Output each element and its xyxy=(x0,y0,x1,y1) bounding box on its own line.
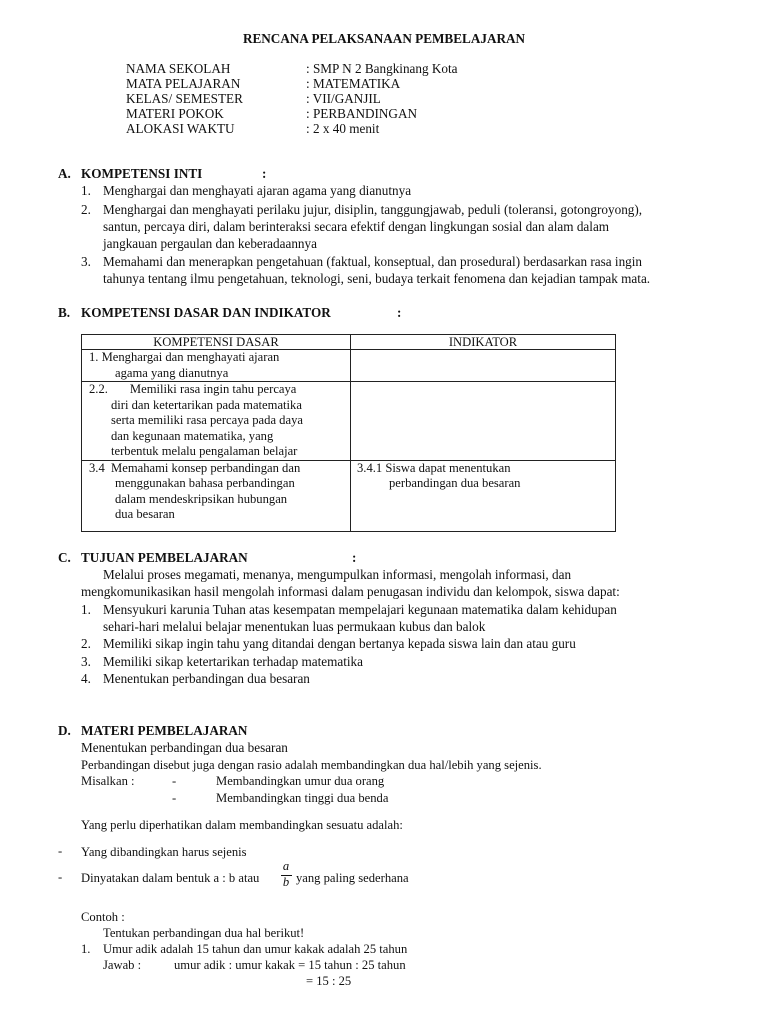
rule-text-after: yang paling sederhana xyxy=(296,871,409,885)
section-a-colon: : xyxy=(262,166,267,181)
section-a-item-line: jangkauan pergaulan dan keberadaannya xyxy=(103,236,317,251)
fraction-numerator: a xyxy=(282,859,290,873)
info-value-time: : 2 x 40 menit xyxy=(306,121,380,136)
kd-line: 3.4 Memahami konsep perbandingan dan xyxy=(89,460,301,475)
table-header-kd: KOMPETENSI DASAR xyxy=(82,335,351,350)
rule-dash: - xyxy=(58,870,63,884)
section-b-heading: KOMPETENSI DASAR DAN INDIKATOR xyxy=(81,305,331,320)
kd-line: dan kegunaan matematika, yang xyxy=(111,428,274,443)
fraction-denominator: b xyxy=(282,875,290,889)
section-a-item-line: tahunya tentang ilmu pengetahuan, teknologi, seni, budaya terkait fenomena dan kejadian tampak mata. xyxy=(103,271,651,286)
info-label-class: KELAS/ SEMESTER xyxy=(126,91,243,106)
kd-line: dalam mendeskripsikan hubungan xyxy=(115,491,288,506)
section-a-item-num: 2. xyxy=(81,202,91,217)
section-d-letter: D. xyxy=(58,723,71,738)
table-cell-indicator xyxy=(351,382,616,461)
example-num: 1. xyxy=(81,942,91,956)
example-text: Umur adik adalah 15 tahun dan umur kakak adalah 25 tahun xyxy=(103,942,408,956)
section-c-item-line: Memiliki sikap ketertarikan terhadap matematika xyxy=(103,654,363,669)
info-value-topic: : PERBANDINGAN xyxy=(306,106,417,121)
info-label-school: NAMA SEKOLAH xyxy=(126,61,231,76)
info-value-class: : VII/GANJIL xyxy=(306,91,381,106)
section-c-item-num: 4. xyxy=(81,671,91,686)
section-a-heading: KOMPETENSI INTI xyxy=(81,166,203,181)
document-title: RENCANA PELAKSANAAN PEMBELAJARAN xyxy=(242,31,526,46)
section-b-letter: B. xyxy=(58,305,71,320)
kd-line: agama yang dianutnya xyxy=(115,365,229,380)
section-c-intro-line: mengkomunikasikan hasil mengolah informasi dalam penugasan individu dan kelompok, siswa dapat: xyxy=(81,584,620,599)
section-c-item-line: Mensyukuri karunia Tuhan atas kesempatan mempelajari kegunaan matematika dalam kehidupan xyxy=(103,602,617,617)
jawab-label: Jawab : xyxy=(103,958,142,972)
kd-line: 1. Menghargai dan menghayati ajaran xyxy=(89,350,280,364)
section-a-item-num: 1. xyxy=(81,183,91,198)
table-row xyxy=(82,382,616,461)
table-cell-kd xyxy=(82,382,351,461)
info-label-time: ALOKASI WAKTU xyxy=(126,121,235,136)
jawab-line: = 15 : 25 xyxy=(306,974,352,988)
section-c-colon: : xyxy=(352,550,357,565)
section-a-item-line: santun, percaya diri, dalam berinteraksi secara efektif dengan lingkungan sosial dan alam dalam xyxy=(103,219,610,234)
kd-line: dua besaran xyxy=(115,507,175,521)
misal-label: Misalkan : xyxy=(81,774,135,788)
rule-text: Yang dibandingkan harus sejenis xyxy=(81,845,247,859)
section-c-item-line: Memiliki sikap ingin tahu yang ditandai dengan bertanya kepada siswa lain dan atau guru xyxy=(103,636,576,651)
info-label-topic: MATERI POKOK xyxy=(126,106,224,121)
section-c-item-num: 1. xyxy=(81,602,91,617)
contoh-intro: Tentukan perbandingan dua hal berikut! xyxy=(103,926,305,940)
kd-line: menggunakan bahasa perbandingan xyxy=(115,476,295,490)
table-cell-kd xyxy=(82,460,351,532)
info-value-school: : SMP N 2 Bangkinang Kota xyxy=(306,61,458,76)
misal-item: Membandingkan tinggi dua benda xyxy=(216,791,389,805)
section-c-item-num: 2. xyxy=(81,636,91,651)
kd-line: terbentuk melalu pengalaman belajar xyxy=(111,444,298,458)
table-header-row xyxy=(82,335,616,350)
section-a-item-line: Memahami dan menerapkan pengetahuan (faktual, konseptual, dan prosedural) berdasarkan rasa ingin xyxy=(103,254,643,269)
section-c-item-line: Menentukan perbandingan dua besaran xyxy=(103,671,310,686)
section-c-letter: C. xyxy=(58,550,71,565)
table-cell-kd xyxy=(82,350,351,382)
section-c-intro-line: Melalui proses megamati, menanya, mengumpulkan informasi, mengolah informasi, dan xyxy=(103,567,572,582)
kd-line: diri dan ketertarikan pada matematika xyxy=(111,397,302,412)
table-cell-indicator xyxy=(351,460,616,532)
rule-dash: - xyxy=(58,844,63,858)
section-b-colon: : xyxy=(397,305,402,320)
kd-line: serta memiliki rasa percaya pada daya xyxy=(111,413,303,427)
kd-line: 2.2. Memiliki rasa ingin tahu percaya xyxy=(89,382,297,396)
table-header-indicator: INDIKATOR xyxy=(351,335,616,350)
misal-dash: - xyxy=(172,774,177,788)
rule-text-before: Dinyatakan dalam bentuk a : b atau xyxy=(81,871,260,885)
section-a-item-line: Menghargai dan menghayati ajaran agama yang dianutnya xyxy=(103,183,412,198)
jawab-line: umur adik : umur kakak = 15 tahun : 25 tahun xyxy=(174,958,406,972)
section-c-heading: TUJUAN PEMBELAJARAN xyxy=(81,550,248,565)
section-d-heading: MATERI PEMBELAJARAN xyxy=(81,723,248,738)
misal-item: Membandingkan umur dua orang xyxy=(216,774,385,788)
indicator-line: 3.4.1 Siswa dapat menentukan xyxy=(357,460,511,475)
info-value-subject: : MATEMATIKA xyxy=(306,76,401,91)
perhatian-text: Yang perlu diperhatikan dalam membandingkan sesuatu adalah: xyxy=(81,818,403,832)
competency-table xyxy=(81,334,616,532)
section-a-item-num: 3. xyxy=(81,254,91,269)
section-c-item-num: 3. xyxy=(81,654,91,669)
table-cell-indicator xyxy=(351,350,616,382)
section-a-letter: A. xyxy=(58,166,71,181)
indicator-line: perbandingan dua besaran xyxy=(389,476,521,490)
contoh-label: Contoh : xyxy=(81,910,125,924)
misal-dash: - xyxy=(172,791,177,805)
section-c-item-line: sehari-hari melalui belajar menentukan luas permukaan kubus dan balok xyxy=(103,619,486,634)
table-row xyxy=(82,350,616,382)
section-d-definition: Perbandingan disebut juga dengan rasio adalah membandingkan dua hal/lebih yang sejenis. xyxy=(81,758,542,772)
section-d-subtitle: Menentukan perbandingan dua besaran xyxy=(81,740,288,755)
info-label-subject: MATA PELAJARAN xyxy=(126,76,241,91)
section-a-item-line: Menghargai dan menghayati perilaku jujur, disiplin, tanggungjawab, peduli (toleransi, gotongroyong), xyxy=(103,202,643,217)
table-row xyxy=(82,460,616,532)
